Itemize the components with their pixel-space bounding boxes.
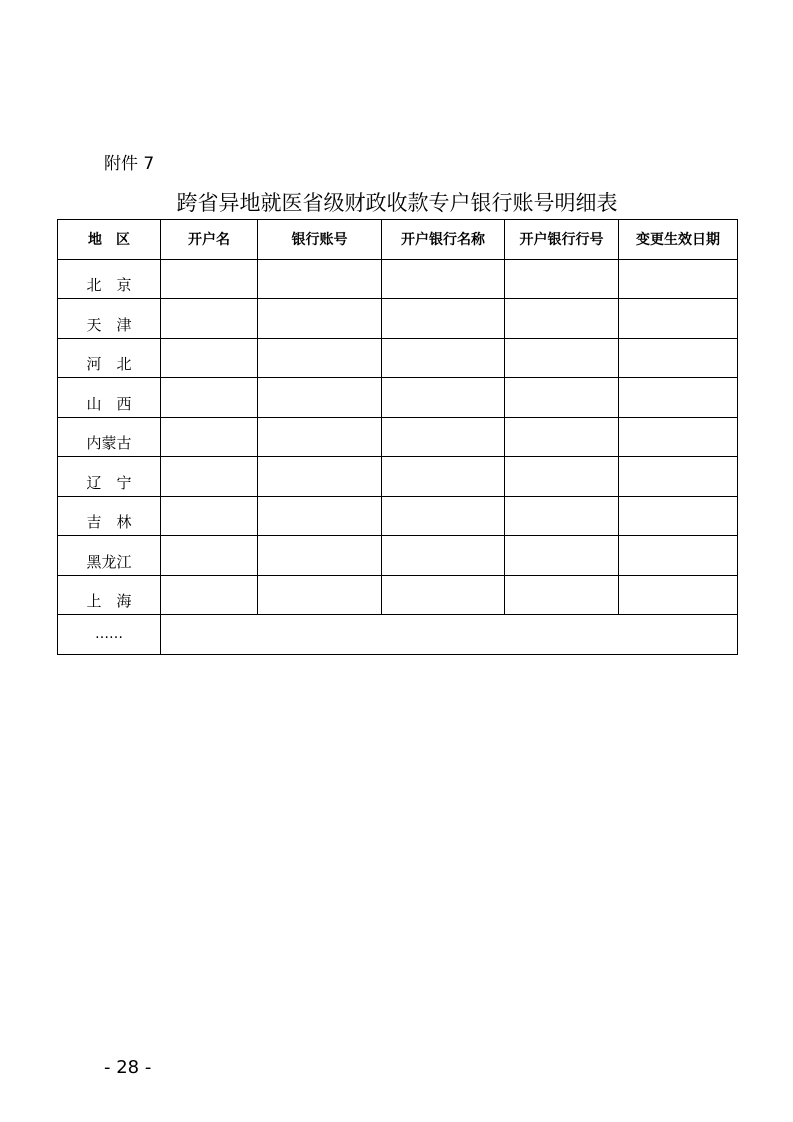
bank-name-cell [382, 536, 505, 576]
table-row [58, 338, 738, 378]
account-number-cell [258, 575, 382, 615]
effective-date-cell [619, 338, 738, 378]
account-number-cell [258, 496, 382, 536]
region-cell: 北 京 [58, 259, 161, 299]
effective-date-cell [619, 457, 738, 497]
effective-date-cell [619, 417, 738, 457]
account-name-cell [161, 259, 258, 299]
page-number: - 28 - [104, 1057, 152, 1078]
effective-date-cell [619, 536, 738, 576]
merged-empty-cell [161, 615, 738, 655]
account-name-cell [161, 338, 258, 378]
table-row-more [58, 615, 738, 655]
region-cell: 内蒙古 [58, 417, 161, 457]
table-row [58, 417, 738, 457]
effective-date-cell [619, 496, 738, 536]
header-account-number: 银行账号 [258, 220, 382, 260]
bank-name-cell [382, 417, 505, 457]
account-name-cell [161, 496, 258, 536]
bank-name-cell [382, 378, 505, 418]
account-number-cell [258, 378, 382, 418]
table-row [58, 575, 738, 615]
table-row [58, 536, 738, 576]
document-title: 跨省异地就医省级财政收款专户银行账号明细表 [176, 191, 618, 215]
table-header-row [58, 220, 738, 260]
account-name-cell [161, 575, 258, 615]
header-region: 地 区 [58, 220, 161, 260]
effective-date-cell [619, 259, 738, 299]
table-row [58, 378, 738, 418]
bank-name-cell [382, 299, 505, 339]
bank-code-cell [505, 299, 619, 339]
bank-code-cell [505, 338, 619, 378]
account-number-cell [258, 457, 382, 497]
account-name-cell [161, 457, 258, 497]
header-effective-date: 变更生效日期 [619, 220, 738, 260]
header-bank-name: 开户银行名称 [382, 220, 505, 260]
bank-account-table [57, 219, 738, 655]
region-cell: 辽 宁 [58, 457, 161, 497]
account-name-cell [161, 299, 258, 339]
effective-date-cell [619, 575, 738, 615]
region-cell: 黑龙江 [58, 536, 161, 576]
bank-code-cell [505, 378, 619, 418]
header-bank-code: 开户银行行号 [505, 220, 619, 260]
bank-name-cell [382, 496, 505, 536]
account-name-cell [161, 417, 258, 457]
account-number-cell [258, 417, 382, 457]
account-number-cell [258, 536, 382, 576]
region-cell: 上 海 [58, 575, 161, 615]
account-name-cell [161, 378, 258, 418]
bank-code-cell [505, 496, 619, 536]
account-number-cell [258, 299, 382, 339]
bank-name-cell [382, 338, 505, 378]
bank-code-cell [505, 575, 619, 615]
table-row [58, 496, 738, 536]
effective-date-cell [619, 378, 738, 418]
table-row [58, 299, 738, 339]
bank-code-cell [505, 259, 619, 299]
region-cell: 吉 林 [58, 496, 161, 536]
account-number-cell [258, 259, 382, 299]
region-cell: 山 西 [58, 378, 161, 418]
region-cell: 河 北 [58, 338, 161, 378]
attachment-label: 附件 7 [104, 154, 155, 174]
bank-code-cell [505, 417, 619, 457]
effective-date-cell [619, 299, 738, 339]
account-number-cell [258, 338, 382, 378]
ellipsis-cell: …… [58, 615, 161, 655]
bank-name-cell [382, 457, 505, 497]
account-name-cell [161, 536, 258, 576]
bank-code-cell [505, 536, 619, 576]
bank-name-cell [382, 259, 505, 299]
region-cell: 天 津 [58, 299, 161, 339]
bank-code-cell [505, 457, 619, 497]
table-row [58, 457, 738, 497]
bank-name-cell [382, 575, 505, 615]
header-account-name: 开户名 [161, 220, 258, 260]
table-row [58, 259, 738, 299]
